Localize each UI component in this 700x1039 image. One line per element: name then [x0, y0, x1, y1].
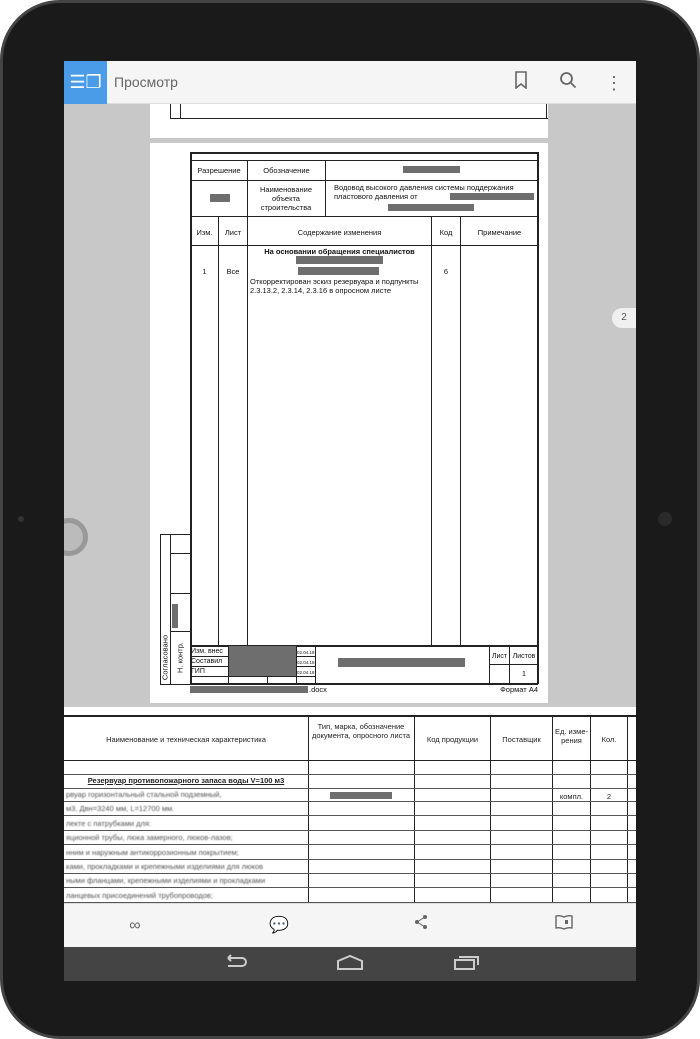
- row-divider: [64, 801, 636, 802]
- redacted: [388, 204, 474, 211]
- sensor-dot: [658, 512, 672, 526]
- side-handle[interactable]: [64, 518, 88, 556]
- format-label: Формат А4: [500, 685, 538, 694]
- spec-section: Резервуар противопожарного запаса воды V=100 м3: [87, 776, 285, 785]
- book-icon[interactable]: [549, 914, 579, 938]
- recents-icon[interactable]: [447, 952, 487, 976]
- spec-row-text: рвуар горизонтальный стальной подземный,: [66, 790, 222, 799]
- page-indicator[interactable]: 2: [612, 308, 636, 328]
- row-izm: 1: [202, 267, 207, 276]
- redacted: [296, 256, 383, 264]
- stamp-date3: 02.04.18: [297, 670, 315, 675]
- stamp-izm-vnes: Изм. внес: [191, 648, 223, 655]
- spec-row-text: яционной трубы, люка замерного, люков-лазов;: [66, 833, 233, 843]
- glasses-icon[interactable]: ∞: [129, 917, 141, 934]
- screen: [64, 61, 636, 981]
- redacted: [298, 267, 379, 275]
- row-text: Откорректирован эскиз резервуара и подпункты 2.3.13.2, 2.3.14, 2.3.16 в опросном листе: [250, 277, 419, 295]
- row-divider: [64, 830, 636, 831]
- redacted: [330, 792, 392, 799]
- spec-row-text: лекте с патрубками для:: [66, 818, 152, 828]
- redacted: [190, 686, 308, 693]
- object-value: Водовод высокого давления системы поддержания пластового давления от: [334, 183, 514, 201]
- permit-label: Разрешение: [197, 166, 241, 175]
- object-label: Наименование объекта строительства: [260, 185, 312, 212]
- side-norm: Н. контр.: [175, 642, 185, 673]
- spec-row-text: м3, Двн=3240 мм, L=12700 мм.: [66, 804, 175, 814]
- file-ext: .docx: [309, 685, 327, 694]
- camera-dot: [18, 516, 24, 522]
- toolbar: [64, 61, 636, 104]
- spec-header-supplier: Поставщик: [502, 735, 541, 744]
- more-vert-icon[interactable]: ⋮: [605, 73, 623, 93]
- row-divider: [64, 844, 636, 845]
- row-divider: [64, 774, 636, 775]
- back-icon[interactable]: [215, 952, 255, 976]
- stamp-listov-value: 1: [521, 669, 527, 678]
- row-divider: [64, 887, 636, 888]
- spec-row-text: нним и наружным антикоррозионным покрытием;: [66, 847, 239, 857]
- spec-header-unit: Ед. изме-рения: [555, 727, 588, 745]
- redacted: [403, 166, 460, 173]
- redacted: [338, 658, 465, 667]
- redacted: [450, 193, 534, 200]
- spec-qty: 2: [606, 792, 612, 801]
- row-code: 6: [443, 267, 449, 276]
- row-divider: [64, 873, 636, 874]
- redacted: [210, 194, 230, 202]
- designation-label: Обозначение: [263, 166, 310, 175]
- bookmark-icon[interactable]: [509, 71, 533, 95]
- spec-header-qty: Кол.: [601, 735, 617, 744]
- system-nav-bar: [64, 947, 636, 981]
- page-2: [150, 143, 548, 703]
- spec-header-code: Код продукции: [426, 735, 479, 744]
- stamp-listov: Листов: [512, 653, 536, 660]
- stamp-date1: 02.04.18: [297, 650, 315, 655]
- home-icon[interactable]: [330, 952, 370, 976]
- document-icon[interactable]: ☰❐: [64, 61, 107, 104]
- spec-header-type: Тип, марка, обозначение документа, опросного листа: [311, 722, 411, 740]
- header-list: Лист: [224, 228, 242, 237]
- stamp-date2: 02.04.18: [297, 660, 315, 665]
- bottom-action-bar: [64, 903, 636, 947]
- row-divider: [64, 788, 636, 789]
- row-divider: [64, 859, 636, 860]
- row-list: Все: [226, 267, 240, 276]
- redacted: [229, 646, 296, 676]
- stamp-sostavil: Составил: [191, 658, 223, 665]
- header-izm: Изм.: [196, 228, 213, 237]
- header-content: Содержание изменения: [297, 228, 382, 237]
- comment-edit-icon[interactable]: 💬: [269, 917, 289, 934]
- header-note: Примечание: [477, 228, 522, 237]
- share-icon[interactable]: [406, 914, 436, 938]
- redacted: [172, 604, 178, 628]
- toolbar-title: Просмотр: [114, 74, 178, 90]
- spec-unit: компл.: [559, 792, 584, 801]
- spec-row-text: ными фланцами, крепежными изделиями и прокладками: [66, 876, 266, 886]
- side-agreed: Согласовано: [160, 634, 170, 681]
- spec-header-name: Наименование и техническая характеристика: [106, 735, 266, 744]
- row-title: На основании обращения специалистов: [264, 247, 415, 256]
- spec-row-text: ланцевых присоединений трубопроводов;: [66, 890, 213, 900]
- header-code: Код: [439, 228, 453, 237]
- stamp-list: Лист: [491, 653, 508, 660]
- page-3: [64, 707, 636, 907]
- search-icon[interactable]: [556, 71, 580, 95]
- spec-row-text: ками, прокладками и крепежными изделиями для люков: [66, 862, 264, 871]
- row-divider: [64, 815, 636, 816]
- stamp-gip: ГИП: [191, 668, 205, 675]
